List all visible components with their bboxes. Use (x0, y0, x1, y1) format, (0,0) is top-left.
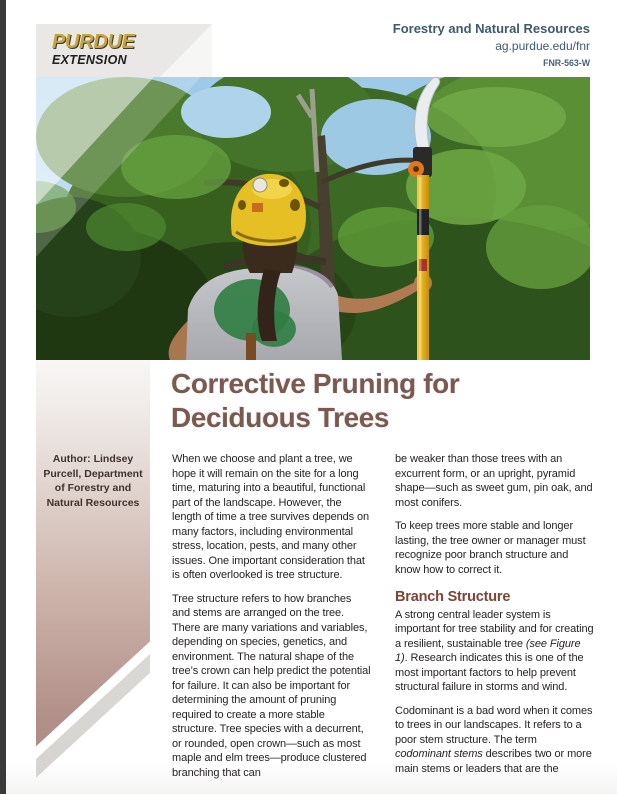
page-left-edge (0, 0, 6, 794)
paragraph-text: A strong central leader system is important for tree stability and for creating a resilient, sustainable tree (395, 608, 594, 650)
paragraph-text: . Research indicates this is one of the most important factors to help prevent structural failure in storms and wind. (395, 652, 584, 693)
purdue-extension-logo (52, 32, 135, 67)
paragraph (395, 608, 595, 695)
cover-photo (36, 77, 590, 360)
paragraph: Tree structure refers to how branches and stems are arranged on the tree. There are many variations and variables, depending on species, genetics, and environment. The natural shape of the tree’s crown can help predict the potential for failure. It can also be important for determining the amount of pruning required to create a more stable structure. Tree species with a decurrent, or rounded, open crown—such as most maple and elm trees—produce clustered branching that can (172, 592, 371, 779)
department-url-link[interactable]: ag.purdue.edu/fnr (495, 38, 590, 53)
logo-band (36, 24, 212, 77)
term-emphasis: codominant stems (395, 748, 483, 760)
logo-purdue-wordmark: PURDUE (52, 31, 135, 53)
article-column-left (172, 452, 372, 789)
paragraph: be weaker than those trees with an excurrent form, or an upright, pyramid shape—such as sweet gum, pin oak, and most conifers. (395, 453, 593, 509)
author-ribbon (36, 360, 150, 780)
author-credit: Author: Lindsey Purcell, Department of Forestry and Natural Resources (43, 453, 143, 510)
article-column-right (395, 452, 595, 785)
paragraph-text: Codominant is a bad word when it comes to trees in our landscapes. It refers to a poor stem structure. The term (395, 704, 593, 746)
logo-band-diagonal (160, 24, 212, 77)
figure-reference: (see Figure 1) (395, 637, 581, 664)
document-code: FNR-563-W (543, 57, 590, 68)
department-name: Forestry and Natural Resources (392, 21, 590, 36)
page-title (171, 367, 459, 435)
masthead (393, 22, 590, 68)
paragraph (395, 704, 595, 777)
paragraph: When we choose and plant a tree, we hope it will remain on the site for a long time, maturing into a beautiful, functional part of the landscape. However, the length of time a tree survives depends on many factors, including environmental stress, location, pests, and many other issues. One important consideration that is often overlooked is tree structure. (172, 453, 370, 581)
page-title-line2: Deciduous Trees (171, 402, 390, 433)
section-heading-branch-structure: Branch Structure (395, 589, 511, 605)
paragraph: To keep trees more stable and longer lasting, the tree owner or manager must recognize poor branch structure and know how to correct it. (395, 520, 586, 576)
paragraph-text: describes two or more main stems or leaders that are the (395, 748, 592, 775)
logo-extension-wordmark: EXTENSION (52, 53, 127, 67)
page-title-line1: Corrective Pruning for (171, 368, 460, 399)
